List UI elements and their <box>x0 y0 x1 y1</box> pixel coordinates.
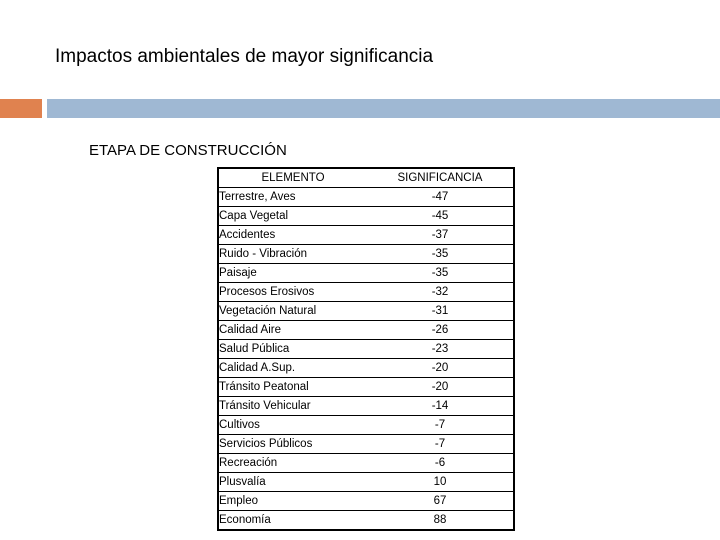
cell-significancia: -35 <box>367 245 514 264</box>
cell-elemento: Ruido - Vibración <box>218 245 367 264</box>
blue-accent-bar <box>47 99 720 118</box>
cell-significancia: 10 <box>367 473 514 492</box>
table-row <box>218 416 514 435</box>
cell-elemento: Terrestre, Aves <box>218 188 367 207</box>
cell-elemento: Vegetación Natural <box>218 302 367 321</box>
cell-elemento: Plusvalía <box>218 473 367 492</box>
table-row <box>218 435 514 454</box>
cell-significancia: -14 <box>367 397 514 416</box>
cell-elemento: Paisaje <box>218 264 367 283</box>
cell-elemento: Tránsito Vehicular <box>218 397 367 416</box>
cell-significancia: -37 <box>367 226 514 245</box>
cell-significancia: -45 <box>367 207 514 226</box>
table-row <box>218 340 514 359</box>
cell-significancia: -35 <box>367 264 514 283</box>
cell-elemento: Capa Vegetal <box>218 207 367 226</box>
cell-significancia: -26 <box>367 321 514 340</box>
table-row <box>218 359 514 378</box>
table-row <box>218 207 514 226</box>
cell-elemento: Empleo <box>218 492 367 511</box>
cell-elemento: Salud Pública <box>218 340 367 359</box>
table-row <box>218 302 514 321</box>
table-body <box>218 188 514 531</box>
orange-accent-bar <box>0 99 42 118</box>
table-row <box>218 188 514 207</box>
table-row <box>218 473 514 492</box>
cell-significancia: -47 <box>367 188 514 207</box>
cell-elemento: Procesos Erosivos <box>218 283 367 302</box>
cell-significancia: -20 <box>367 359 514 378</box>
cell-elemento: Tránsito Peatonal <box>218 378 367 397</box>
table-row <box>218 378 514 397</box>
cell-significancia: 67 <box>367 492 514 511</box>
impacts-table <box>217 167 515 531</box>
cell-significancia: -23 <box>367 340 514 359</box>
table-row <box>218 245 514 264</box>
cell-significancia: -32 <box>367 283 514 302</box>
table-header-row <box>218 168 514 188</box>
section-subtitle: ETAPA DE CONSTRUCCIÓN <box>89 142 287 159</box>
table-row <box>218 511 514 531</box>
cell-elemento: Economía <box>218 511 367 531</box>
table-row <box>218 226 514 245</box>
table-row <box>218 283 514 302</box>
cell-elemento: Recreación <box>218 454 367 473</box>
cell-significancia: -7 <box>367 435 514 454</box>
table-row <box>218 321 514 340</box>
header-significancia: SIGNIFICANCIA <box>367 168 514 188</box>
cell-elemento: Calidad A.Sup. <box>218 359 367 378</box>
cell-significancia: -6 <box>367 454 514 473</box>
table-row <box>218 264 514 283</box>
table-row <box>218 492 514 511</box>
cell-significancia: 88 <box>367 511 514 531</box>
cell-significancia: -7 <box>367 416 514 435</box>
cell-significancia: -20 <box>367 378 514 397</box>
table-row <box>218 454 514 473</box>
header-elemento: ELEMENTO <box>218 168 367 188</box>
cell-elemento: Calidad Aire <box>218 321 367 340</box>
cell-elemento: Servicios Públicos <box>218 435 367 454</box>
cell-significancia: -31 <box>367 302 514 321</box>
table-row <box>218 397 514 416</box>
cell-elemento: Accidentes <box>218 226 367 245</box>
cell-elemento: Cultivos <box>218 416 367 435</box>
slide-title: Impactos ambientales de mayor significancia <box>55 46 434 67</box>
